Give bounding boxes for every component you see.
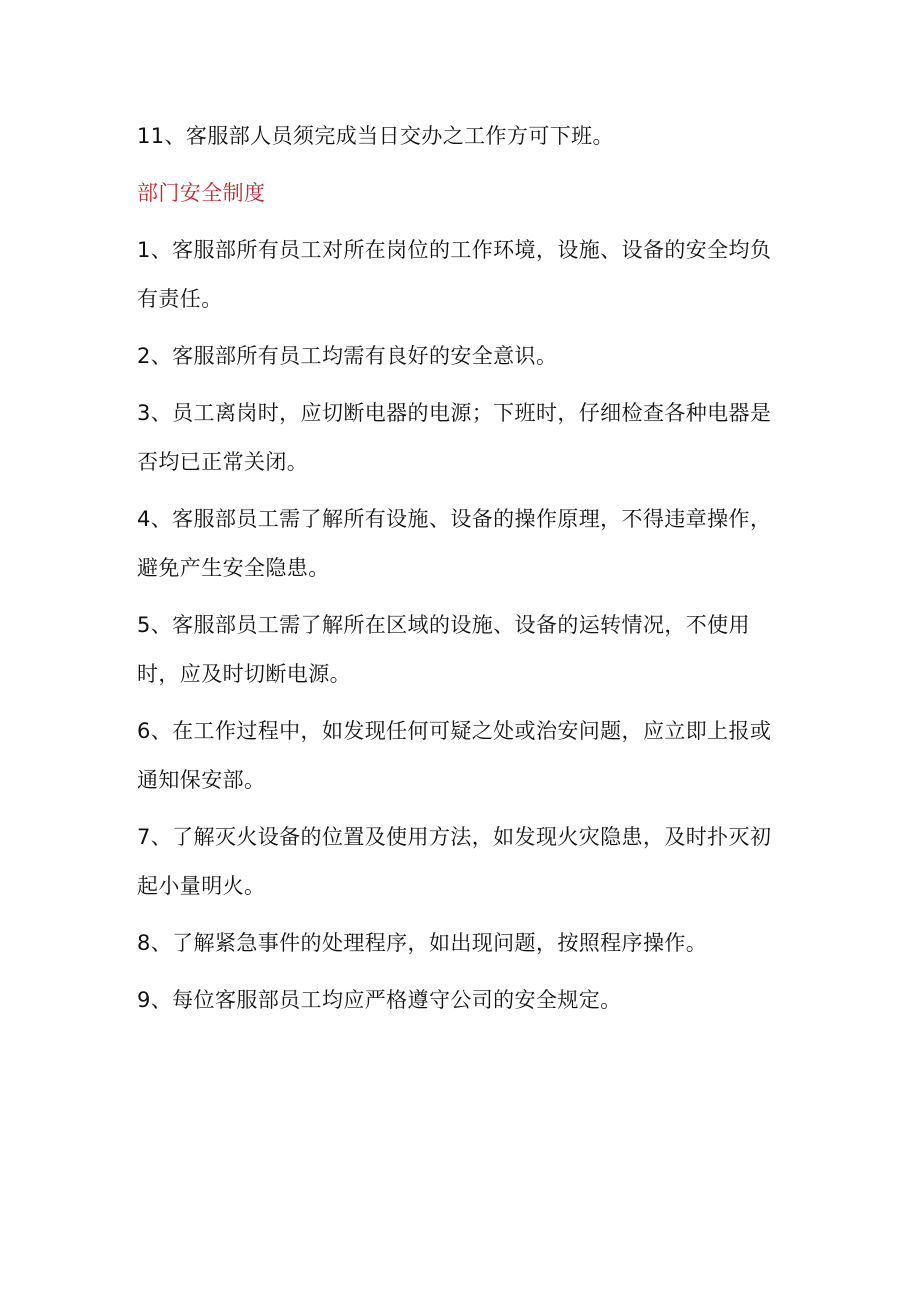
spacer bbox=[137, 805, 787, 813]
safety-item-7: 7、了解灭火设备的位置及使用方法，如发现火灾隐患，及时扑灭初起小量明火。 bbox=[137, 825, 772, 898]
safety-item-1: 1、客服部所有员工对所在岗位的工作环境，设施、设备的安全均负有责任。 bbox=[137, 238, 772, 311]
spacer bbox=[137, 968, 787, 976]
spacer bbox=[137, 324, 787, 332]
spacer bbox=[137, 487, 787, 495]
spacer bbox=[137, 381, 787, 389]
safety-item-3: 3、员工离岗时，应切断电器的电源；下班时，仔细检查各种电器是否均已正常关闭。 bbox=[137, 401, 772, 474]
safety-item-5: 5、客服部员工需了解所在区域的设施、设备的运转情况，不使用时，应及时切断电源。 bbox=[137, 613, 750, 686]
safety-item-2: 2、客服部所有员工均需有良好的安全意识。 bbox=[137, 344, 558, 368]
safety-item-4: 4、客服部员工需了解所有设施、设备的操作原理，不得违章操作，避免产生安全隐患。 bbox=[137, 507, 772, 580]
spacer bbox=[137, 161, 787, 169]
safety-item-6: 6、在工作过程中，如发现任何可疑之处或治安问题，应立即上报或通知保安部。 bbox=[137, 719, 772, 792]
document-body bbox=[137, 112, 787, 1025]
safety-item-9: 9、每位客服部员工均应严格遵守公司的安全规定。 bbox=[137, 988, 622, 1012]
safety-item-8: 8、了解紧急事件的处理程序，如出现问题，按照程序操作。 bbox=[137, 931, 708, 955]
rule-item-11: 11、客服部人员须完成当日交办之工作方可下班。 bbox=[137, 124, 614, 148]
section-title: 部门安全制度 bbox=[137, 181, 266, 205]
spacer bbox=[137, 593, 787, 601]
spacer bbox=[137, 218, 787, 226]
spacer bbox=[137, 911, 787, 919]
spacer bbox=[137, 699, 787, 707]
